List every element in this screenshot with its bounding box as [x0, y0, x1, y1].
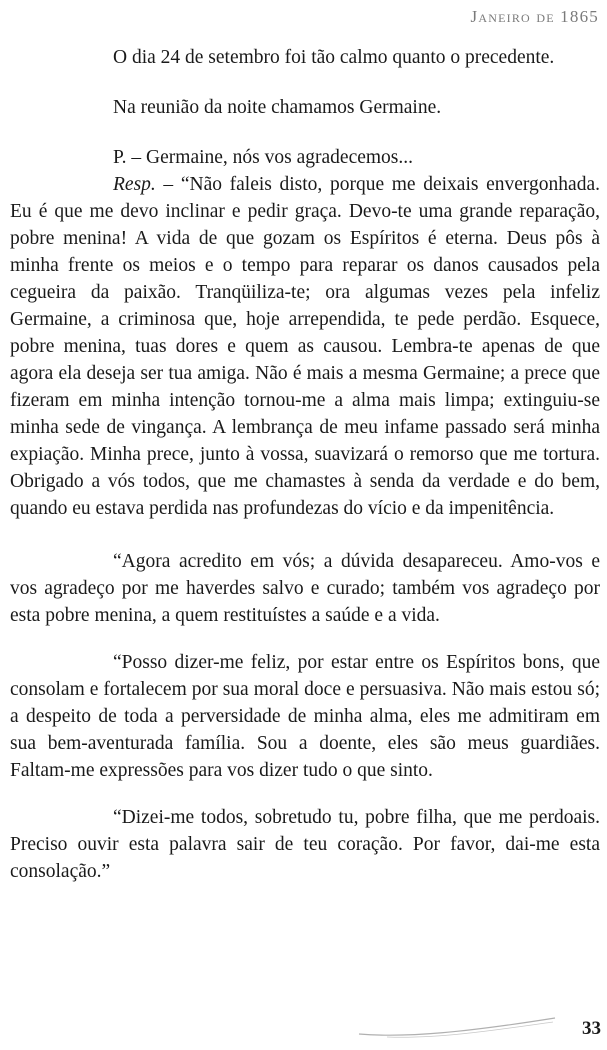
running-header: Janeiro de 1865 [470, 7, 599, 26]
paragraph-2: Na reunião da noite chamamos Germaine. [113, 97, 442, 118]
answer-label: Resp. [113, 174, 156, 195]
paragraph-6: “Posso dizer-me feliz, por estar entre os Espíritos bons, que consolam e fortalecem por sua moral doce e persuasiva. Não mais estou só; a despeito de toda a perversidade de minha alma, eles me admitiram em sua bem-aventurada família. Sou a doente, eles são meus guardiães. Faltam-me expressões para vos dizer tudo o que sinto. [10, 652, 600, 781]
page-number: 33 [582, 1018, 601, 1039]
paragraph-3-question: P. – Germaine, nós vos agradecemos... [113, 147, 414, 168]
paragraph-1: O dia 24 de setembro foi tão calmo quanto o precedente. [113, 47, 555, 68]
paragraph-4-answer [10, 171, 600, 522]
paragraph-5: “Agora acredito em vós; a dúvida desapareceu. Amo-vos e vos agradeço por me haverdes salvo e curado; também vos agradeço por esta pobre menina, a quem restituístes a saúde e a vida. [10, 551, 600, 626]
footer-swoosh-ornament [357, 1012, 557, 1038]
paragraph-7: “Dizei-me todos, sobretudo tu, pobre filha, que me perdoais. Preciso ouvir esta palavra sair de teu coração. Por favor, dai-me esta consolação.” [10, 807, 600, 882]
page-body [10, 44, 600, 885]
answer-text: – “Não faleis disto, porque me deixais envergonhada. Eu é que me devo inclinar e pedir graça. Devo-te uma grande reparação, pobre menina! A vida de que gozam os Espíritos é eterna. Deus pôs à minha frente os meios e o tempo para reparar os danos causados pela cegueira da paixão. Tranqüiliza-te; ora algumas vezes pela infeliz Germaine, a criminosa que, hoje arrependida, te pede perdão. Esquece, pobre menina, tuas dores e quem as causou. Lembra-te apenas de que agora ela deseja ser tua amiga. Não é mais a mesma Germaine; a prece que fizeram em minha intenção tornou-me a alma mais limpa; extinguiu-se minha sede de vingança. A lembrança de meu infame passado será minha expiação. Minha prece, junto à vossa, suavizará o remorso que me tortura. Obrigado a vós todos, que me chamastes à senda da verdade e do bem, quando eu estava perdida nas profundezas do vício e da impenitência. [10, 174, 600, 519]
